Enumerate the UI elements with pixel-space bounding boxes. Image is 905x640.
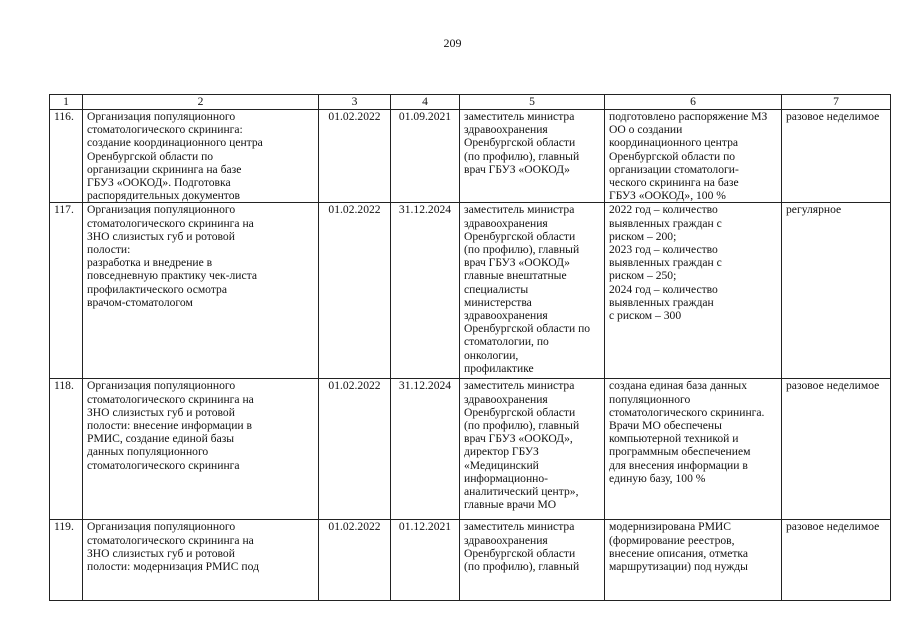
column-header-2: 2 [83, 95, 319, 110]
table-row [50, 520, 891, 601]
row-number: 118. [50, 379, 83, 520]
task-description: Организация популяционного стоматологического скрининга: создание координационного центра Оренбургской области по организации скрининга на базе ГБУЗ «ООКОД». Подготовка распорядительных документов [83, 110, 319, 203]
end-date: 31.12.2024 [391, 379, 460, 520]
table-row [50, 379, 891, 520]
task-description: Организация популяционного стоматологического скрининга на ЗНО слизистых губ и ротовой полости: модернизация РМИС под [83, 520, 319, 601]
responsible: заместитель министра здравоохранения Оренбургской области (по профилю), главный [460, 520, 605, 601]
table-row [50, 110, 891, 203]
column-header-5: 5 [460, 95, 605, 110]
column-header-1: 1 [50, 95, 83, 110]
table-row [50, 203, 891, 379]
responsible: заместитель министра здравоохранения Оренбургской области (по профилю), главный врач ГБУЗ «ООКОД» [460, 110, 605, 203]
column-header-7: 7 [782, 95, 891, 110]
start-date: 01.02.2022 [319, 379, 391, 520]
page-number: 209 [443, 36, 462, 50]
row-number: 117. [50, 203, 83, 379]
event-type: регулярное [782, 203, 891, 379]
responsible: заместитель министра здравоохранения Оренбургской области (по профилю), главный врач ГБУЗ «ООКОД», директор ГБУЗ «Медицинский информационно- аналитический центр», главные врачи МО [460, 379, 605, 520]
end-date: 31.12.2024 [391, 203, 460, 379]
responsible: заместитель министра здравоохранения Оренбургской области (по профилю), главный врач ГБУЗ «ООКОД» главные внештатные специалисты министерства здравоохранения Оренбургской области по стоматологии, по онкологии, профилактике [460, 203, 605, 379]
event-type: разовое неделимое [782, 379, 891, 520]
column-header-3: 3 [319, 95, 391, 110]
header-row [50, 95, 891, 110]
result: создана единая база данных популяционного стоматологического скрининга. Врачи МО обеспечены компьютерной техникой и программным обеспечением для внесения информации в единую базу, 100 % [605, 379, 782, 520]
start-date: 01.02.2022 [319, 520, 391, 601]
row-number: 116. [50, 110, 83, 203]
start-date: 01.02.2022 [319, 203, 391, 379]
result: подготовлено распоряжение МЗ ОО о создании координационного центра Оренбургской области по организации стоматологи- ческого скрининга на базе ГБУЗ «ООКОД», 100 % [605, 110, 782, 203]
column-header-6: 6 [605, 95, 782, 110]
task-description: Организация популяционного стоматологического скрининга на ЗНО слизистых губ и ротовой полости: разработка и внедрение в повседневную практику чек-листа профилактического осмотра врачом-стоматологом [83, 203, 319, 379]
result: модернизирована РМИС (формирование реестров, внесение описания, отметка маршрутизации) под нужды [605, 520, 782, 601]
activities-table [49, 94, 891, 601]
event-type: разовое неделимое [782, 520, 891, 601]
result: 2022 год – количество выявленных граждан с риском – 200; 2023 год – количество выявленных граждан с риском – 250; 2024 год – количество выявленных граждан с риском – 300 [605, 203, 782, 379]
start-date: 01.02.2022 [319, 110, 391, 203]
column-header-4: 4 [391, 95, 460, 110]
event-type: разовое неделимое [782, 110, 891, 203]
end-date: 01.12.2021 [391, 520, 460, 601]
end-date: 01.09.2021 [391, 110, 460, 203]
task-description: Организация популяционного стоматологического скрининга на ЗНО слизистых губ и ротовой полости: внесение информации в РМИС, создание единой базы данных популяционного стоматологического скрининга [83, 379, 319, 520]
row-number: 119. [50, 520, 83, 601]
